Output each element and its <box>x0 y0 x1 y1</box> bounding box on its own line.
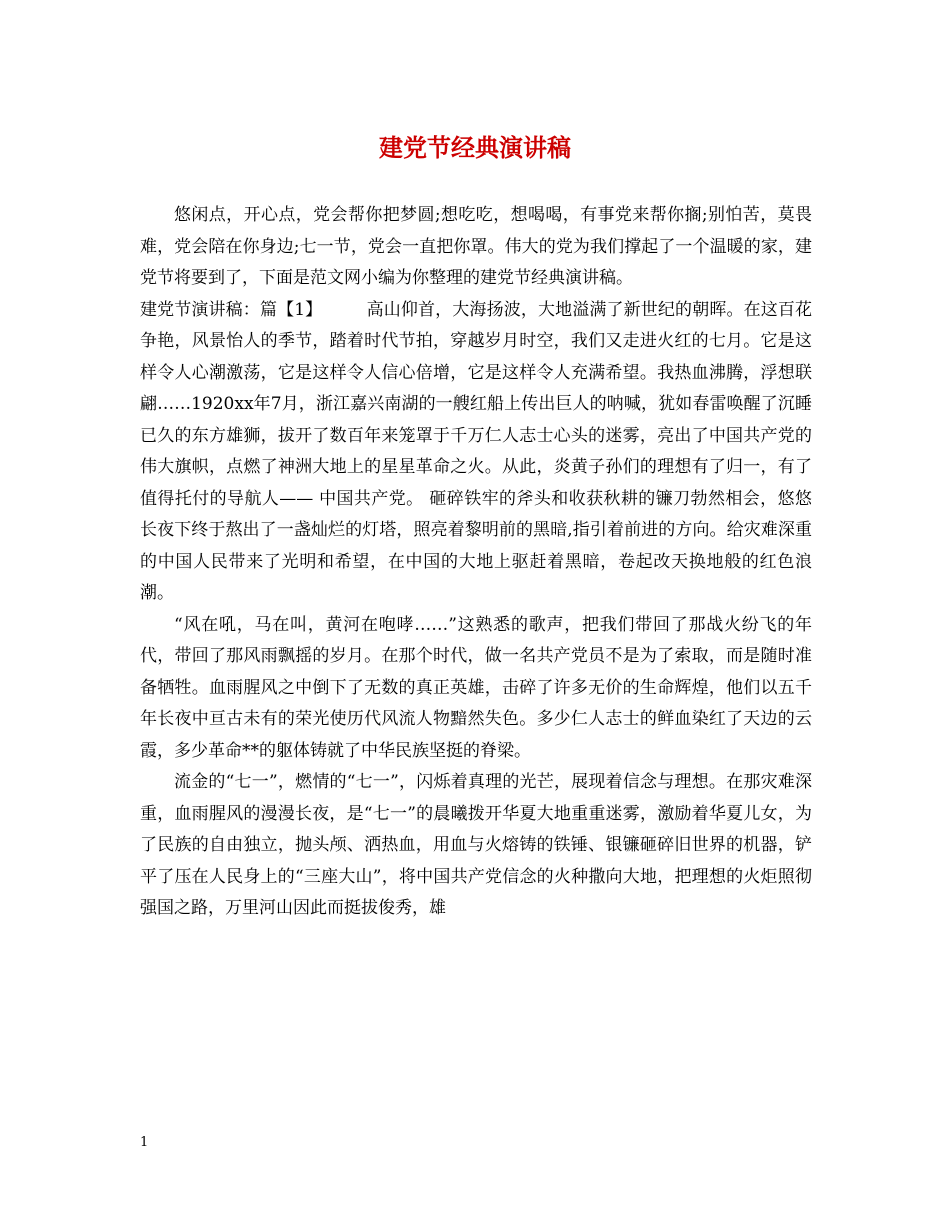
document-title: 建党节经典演讲稿 <box>379 133 571 162</box>
paragraph-2: “风在吼，马在叫，黄河在咆哮……”这熟悉的歌声，把我们带回了那战火纷飞的年代，带回了那风雨飘摇的岁月。在那个时代，做一名共产党员不是为了索取，而是随时准备牺牲。血雨腥风之中倒下了无数的真正英雄，击碎了许多无价的生命辉煌，他们以五千年长夜中亘古未有的荣光使历代风流人物黯然失色。多少仁人志士的鲜血染红了天边的云霞，多少革命**的躯体铸就了中华民族坚挺的脊梁。 <box>140 614 812 761</box>
section-body: 高山仰首，大海扬波，大地溢满了新世纪的朝晖。在这百花争艳，风景怡人的季节，踏着时代节拍，穿越岁月时空，我们又走进火红的七月。它是这样令人心潮激荡，它是这样令人信心倍增，它是这样令人充满希望。我热血沸腾，浮想联翩……1920xx年7月，浙江嘉兴南湖的一艘红船上传出巨人的呐喊，犹如春雷唤醒了沉睡已久的东方雄狮，拔开了数百年来笼罩于千万仁人志士心头的迷雾，亮出了中国共产党的伟大旗帜，点燃了神洲大地上的星星革命之火。从此，炎黄子孙们的理想有了归一，有了值得托付的导航人—— 中国共产党。 砸碎铁牢的斧头和收获秋耕的镰刀勃然相会，悠悠长夜下终于熬出了一盏灿烂的灯塔，照亮着黎明前的黑暗,指引着前进的方向。给灾难深重的中国人民带来了光明和希望，在中国的大地上驱赶着黑暗，卷起改天换地般的红色浪潮。 <box>140 299 812 603</box>
section-paragraph <box>140 295 812 610</box>
page-number: 1 <box>140 1135 149 1150</box>
section-heading: 建党节演讲稿：篇【1】 <box>140 299 323 320</box>
document-body <box>140 200 812 925</box>
section-gap <box>322 300 366 320</box>
intro-paragraph: 悠闲点，开心点，党会帮你把梦圆;想吃吃，想喝喝，有事党来帮你搁;别怕苦，莫畏难，党会陪在你身边;七一节，党会一直把你罩。伟大的党为我们撑起了一个温暖的家，建党节将要到了，下面是范文网小编为你整理的建党节经典演讲稿。 <box>140 205 812 288</box>
paragraph-3: 流金的“七一”，燃情的“七一”，闪烁着真理的光芒，展现着信念与理想。在那灾难深重，血雨腥风的漫漫长夜，是“七一”的晨曦拨开华夏大地重重迷雾，激励着华夏儿女，为了民族的自由独立，抛头颅、洒热血，用血与火熔铸的铁锤、银镰砸碎旧世界的机器，铲平了压在人民身上的“三座大山”，将中国共产党信念的火种撒向大地，把理想的火炬照彻强国之路，万里河山因此而挺拔俊秀，雄 <box>140 772 812 918</box>
